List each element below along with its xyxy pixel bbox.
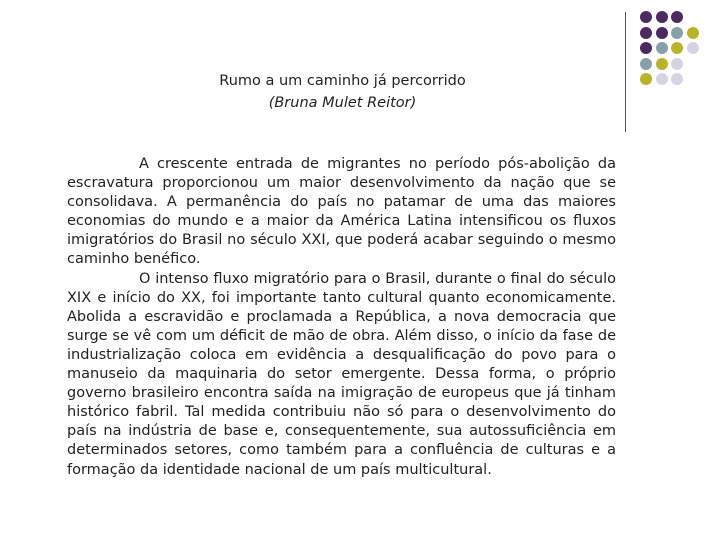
decorative-dot: [687, 42, 699, 54]
decorative-dot: [640, 58, 652, 70]
decorative-dot: [671, 58, 683, 70]
decorative-dot: [640, 11, 652, 23]
decorative-dot: [656, 58, 668, 70]
document-body: [67, 155, 616, 480]
paragraph-2: O intenso fluxo migratório para o Brasil, durante o final do século XIX e início do XX, foi importante tanto cultural quanto economicamente. Abolida a escravidão e proclamada a República, a nova democracia que surge se vê com um déficit de mão de obra. Além disso, o início da fase de industrialização coloca em evidência a desqualificação do povo para o manuseio da maquinaria do setor emergente. Dessa forma, o próprio governo brasileiro encontra saída na imigração de europeus que já tinham histórico fabril. Tal medida contribuiu não só para o desenvolvimento do país na indústria de base e, consequentemente, sua autossuficiência em determinados setores, como também para a confluência de culturas e a formação da identidade nacional de um país multicultural.: [67, 270, 616, 478]
document-heading: [0, 70, 685, 114]
decorative-dot: [656, 27, 668, 39]
decorative-dot: [640, 27, 652, 39]
document-title: Rumo a um caminho já percorrido: [219, 73, 466, 89]
decorative-dot: [671, 27, 683, 39]
decorative-dot: [687, 27, 699, 39]
decorative-dot: [656, 42, 668, 54]
decorative-dot: [656, 11, 668, 23]
paragraph-1: A crescente entrada de migrantes no período pós-abolição da escravatura proporcionou um maior desenvolvimento da nação que se consolidava. A permanência do país no patamar de uma das maiores economias do mundo e a maior da América Latina intensificou os fluxos imigratórios do Brasil no século XXI, que poderá acabar seguindo o mesmo caminho benéfico.: [67, 156, 616, 268]
decorative-dot: [640, 42, 652, 54]
document-author: (Bruna Mulet Reitor): [268, 95, 417, 111]
decorative-dot: [671, 11, 683, 23]
decorative-dot: [671, 42, 683, 54]
